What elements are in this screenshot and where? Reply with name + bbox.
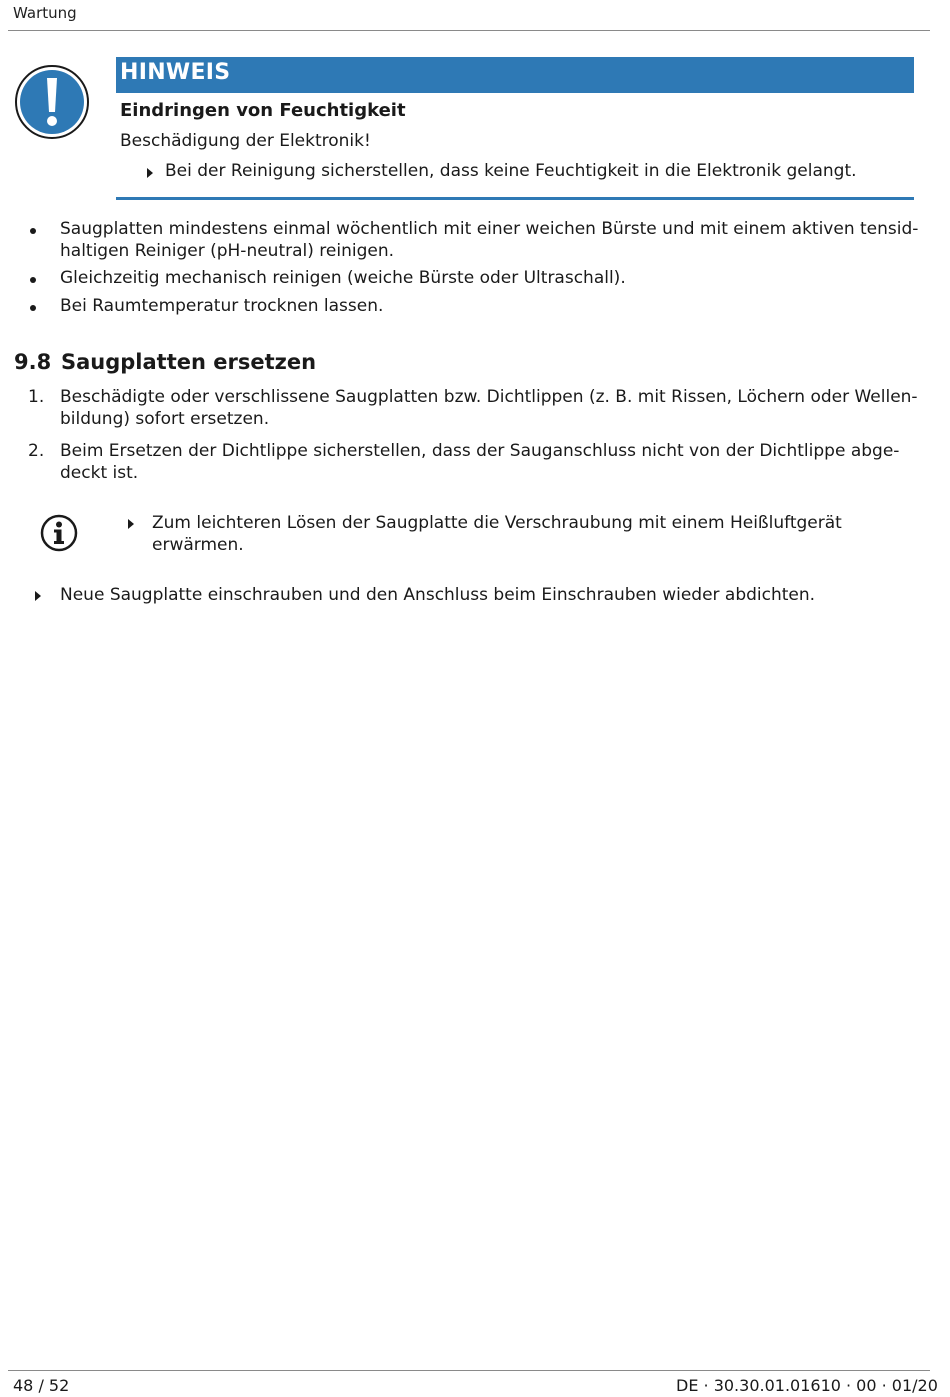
section-title: Saugplatten ersetzen [61,350,317,374]
step-text: bildung) sofort ersetzen. [60,409,270,429]
page-number: 48 / 52 [13,1376,70,1395]
notice-title: Eindringen von Feuchtigkeit [120,100,406,121]
action-arrow-icon [128,519,134,529]
action-arrow-icon [147,168,153,178]
notice-banner [116,57,914,93]
notice-label: HINWEIS [120,60,231,85]
bullet-text: Bei Raumtemperatur trocknen lassen. [60,296,384,316]
notice-bottom-rule [116,197,914,200]
step-text: deckt ist. [60,463,139,483]
step-number: 1. [28,387,45,407]
bullet-dot [30,228,36,234]
exclamation-icon [14,64,90,140]
info-icon [40,514,78,552]
step-number: 2. [28,441,45,461]
bullet-text: haltigen Reiniger (pH-neutral) reinigen. [60,241,395,261]
section-number: 9.8 [14,350,52,374]
step-text: Beschädigte oder verschlissene Saugplatten bzw. Dichtlippen (z. B. mit Rissen, Löchern oder Wellen- [60,387,918,407]
document-id: DE · 30.30.01.01610 · 00 · 01/20 [676,1376,938,1395]
info-text: erwärmen. [152,535,244,555]
notice-consequence: Beschädigung der Elektronik! [120,131,371,151]
info-text: Zum leichteren Lösen der Saugplatte die Verschraubung mit einem Heißluftgerät [152,513,842,533]
action-arrow-icon [35,591,41,601]
bullet-text: Gleichzeitig mechanisch reinigen (weiche Bürste oder Ultraschall). [60,268,626,288]
bullet-dot [30,305,36,311]
notice-action: Bei der Reinigung sicherstellen, dass keine Feuchtigkeit in die Elektronik gelangt. [165,161,857,181]
header-divider [8,30,930,31]
running-header: Wartung [13,4,77,22]
step-text: Beim Ersetzen der Dichtlippe sicherstellen, dass der Sauganschluss nicht von der Dichtlippe abge- [60,441,900,461]
bullet-text: Saugplatten mindestens einmal wöchentlich mit einer weichen Bürste und mit einem aktiven tensid- [60,219,919,239]
final-action-text: Neue Saugplatte einschrauben und den Anschluss beim Einschrauben wieder abdichten. [60,585,816,605]
footer-divider [8,1370,930,1371]
bullet-dot [30,277,36,283]
